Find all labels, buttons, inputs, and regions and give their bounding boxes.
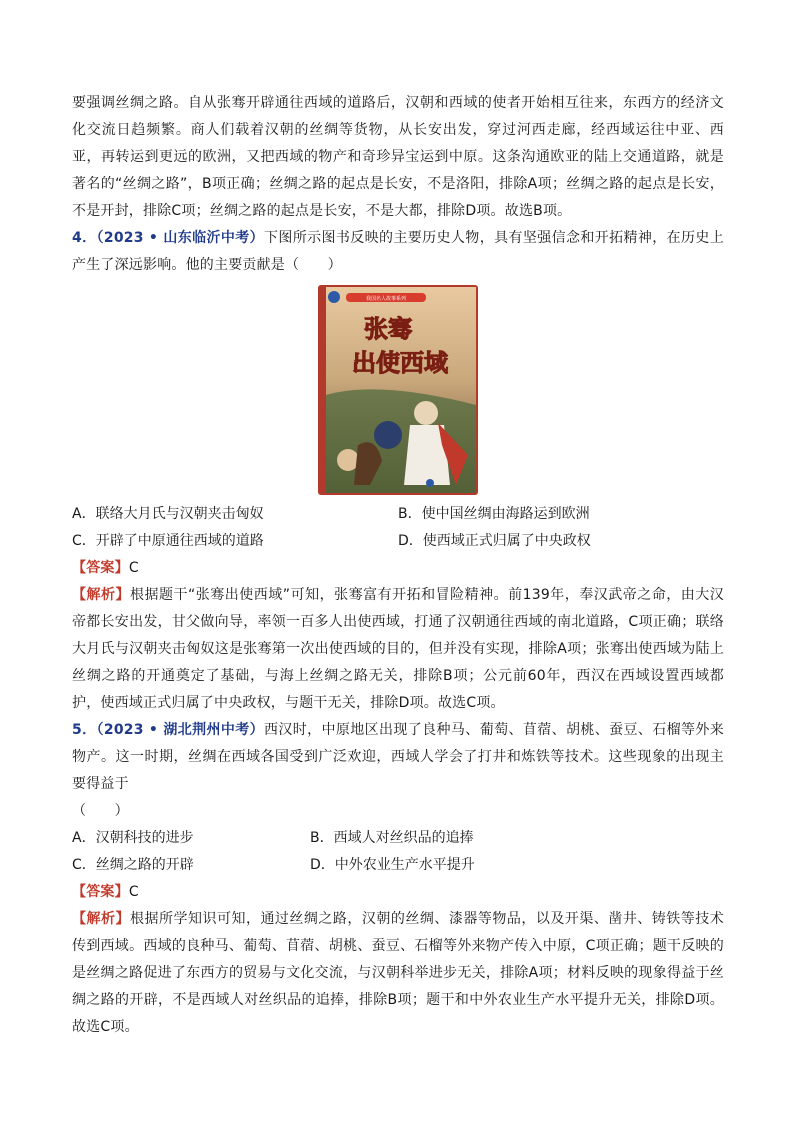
figure-rider-2 <box>337 449 359 471</box>
figure-zhangqian-head <box>414 401 438 425</box>
question-4-stem <box>72 225 724 279</box>
analysis-tag: 【解析】 <box>72 587 131 603</box>
question-5-option-b[interactable]: B．西域人对丝织品的追捧 <box>310 830 474 846</box>
answer-value: C <box>128 884 139 900</box>
analysis-text: 根据题干“张骞出使西域”可知，张骞富有开拓和冒险精神。前139年，奉汉武帝之命，由大汉帝都长安出发，甘父做向导，率领一百多人出使西域，打通了汉朝通往西域的南北道路，C项正确；联络大月氏与汉朝夹击匈奴这是张骞第一次出使西域的目的，但并没有实现，排除A项；张骞出使西域为陆上丝绸之路的开通奠定了基础，与海上丝绸之路无关，排除B项；公元前60年，西汉在西域设置西域都护，使西域正式归属了中央政权，与题干无关，排除D项。故选C项。 <box>72 587 724 711</box>
question-5-source: （2023 • 湖北荆州中考） <box>96 722 264 738</box>
question-4-analysis <box>72 582 724 717</box>
question-5-option-c[interactable]: C．丝绸之路的开辟 <box>72 857 194 873</box>
book-title-line-1: 张骞 <box>364 315 412 343</box>
question-5-analysis <box>72 906 724 1041</box>
question-4-option-b[interactable]: B．使中国丝绸由海路运到欧洲 <box>398 506 590 522</box>
publisher-seal-icon <box>426 479 434 487</box>
question-5-answer <box>72 879 724 906</box>
answer-value: C <box>128 560 139 576</box>
question-5-text: 西汉时，中原地区出现了良种马、葡萄、苜蓿、胡桃、蚕豆、石榴等外来物产。这一时期，丝绸在西域各国受到广泛欢迎，西域人学会了打井和炼铁等技术。这些现象的出现主要得益于 <box>72 722 724 792</box>
answer-tag: 【答案】 <box>72 884 129 900</box>
question-5-options <box>72 825 724 879</box>
book-title-line-2: 出使西域 <box>352 349 448 377</box>
figure-rider-1 <box>374 421 402 449</box>
question-4-number: 4． <box>72 230 97 246</box>
question-5-option-a[interactable]: A．汉朝科技的进步 <box>72 830 194 846</box>
question-5-option-d[interactable]: D．中外农业生产水平提升 <box>310 857 475 873</box>
question-4-option-a[interactable]: A．联络大月氏与汉朝夹击匈奴 <box>72 506 264 522</box>
publisher-logo-icon <box>328 291 340 303</box>
document-page <box>72 90 724 1041</box>
question-5-number: 5． <box>72 722 97 738</box>
analysis-tag: 【解析】 <box>72 911 130 927</box>
series-label: 我国名人故事系列 <box>365 296 407 302</box>
question-5-paren: （ ） <box>72 803 129 819</box>
question-4-answer <box>72 555 724 582</box>
question-4-option-c[interactable]: C．开辟了中原通往西域的道路 <box>72 533 264 549</box>
question-4-source: （2023 • 山东临沂中考） <box>96 230 264 246</box>
book-cover-image <box>318 285 478 495</box>
question-5-stem <box>72 717 724 798</box>
question-4-text: 下图所示图书反映的主要历史人物，具有坚强信念和开拓精神，在历史上产生了深远影响。他的主要贡献是（ ） <box>72 230 724 273</box>
analysis-text: 根据所学知识可知，通过丝绸之路，汉朝的丝绸、漆器等物品，以及开渠、凿井、铸铁等技术传到西域。西域的良种马、葡萄、苜蓿、胡桃、蚕豆、石榴等外来物产传入中原，C项正确；题干反映的是丝绸之路促进了东西方的贸易与文化交流，与汉朝科举进步无关，排除A项；材料反映的现象得益于丝绸之路的开辟，不是西域人对丝织品的追捧，排除B项；题干和中外农业生产水平提升无关，排除D项。故选C项。 <box>72 911 724 1035</box>
intro-paragraph: 要强调丝绸之路。自从张骞开辟通往西域的道路后，汉朝和西域的使者开始相互往来，东西方的经济文化交流日趋频繁。商人们载着汉朝的丝绸等货物，从长安出发，穿过河西走廊，经西域运往中亚、西亚，再转运到更远的欧洲，又把西域的物产和奇珍异宝运到中原。这条沟通欧亚的陆上交通道路，就是著名的“丝绸之路”，B项正确；丝绸之路的起点是长安，不是洛阳，排除A项；丝绸之路的起点是长安，不是开封，排除C项；丝绸之路的起点是长安，不是大都，排除D项。故选B项。 <box>72 95 724 219</box>
book-cover-figure <box>72 285 724 495</box>
question-4-option-d[interactable]: D．使西域正式归属了中央政权 <box>398 533 591 549</box>
question-4-options <box>72 501 724 555</box>
answer-tag: 【答案】 <box>72 560 129 576</box>
